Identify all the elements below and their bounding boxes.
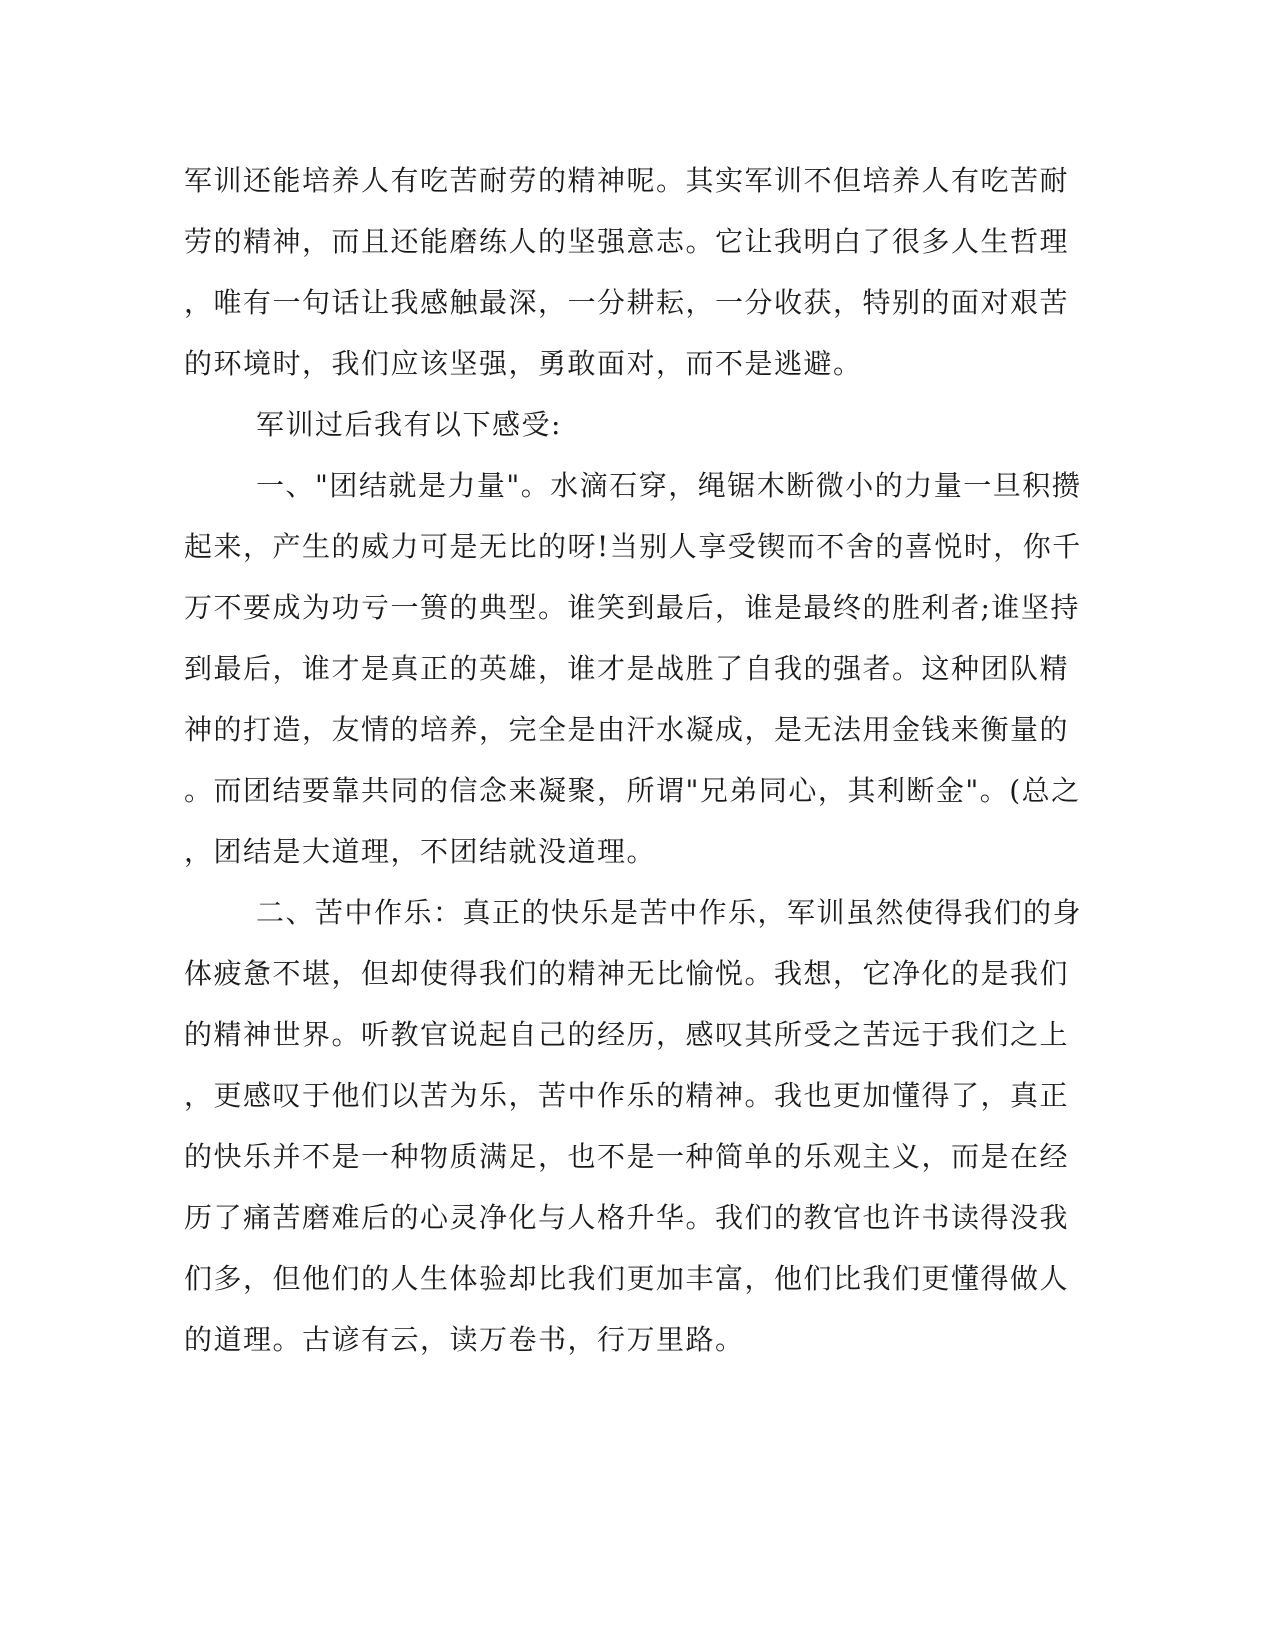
text-line: 到最后，谁才是真正的英雄，谁才是战胜了自我的强者。这种团队精 [184,652,1070,685]
text-line: ，团结是大道理，不团结就没道理。 [184,835,657,868]
text-line: 。而团结要靠共同的信念来凝聚，所谓"兄弟同心，其利断金"。(总之 [184,774,1081,807]
text-line: 劳的精神，而且还能磨练人的坚强意志。它让我明白了很多人生哲理 [184,225,1070,258]
text-line: 军训还能培养人有吃苦耐劳的精神呢。其实军训不但培养人有吃苦耐 [184,164,1070,197]
text-line: 历了痛苦磨难后的心灵净化与人格升华。我们的教官也许书读得没我 [184,1201,1070,1234]
text-line: 的快乐并不是一种物质满足，也不是一种简单的乐观主义，而是在经 [184,1140,1070,1173]
text-line: 起来，产生的威力可是无比的呀!当别人享受锲而不舍的喜悦时，你千 [184,530,1082,563]
text-line: 的环境时，我们应该坚强，勇敢面对，而不是逃避。 [184,347,863,380]
text-line: 一、"团结就是力量"。水滴石穿，绳锯木断微小的力量一旦积攒 [256,469,1082,502]
text-line: ，唯有一句话让我感触最深，一分耕耘，一分收获，特别的面对艰苦 [184,286,1070,319]
text-line: 体疲惫不堪，但却使得我们的精神无比愉悦。我想，它净化的是我们 [184,957,1070,990]
text-line: 神的打造，友情的培养，完全是由汗水凝成，是无法用金钱来衡量的 [184,713,1070,746]
text-line: 的道理。古谚有云，读万卷书，行万里路。 [184,1323,745,1356]
text-line: 们多，但他们的人生体验却比我们更加丰富，他们比我们更懂得做人 [184,1262,1070,1295]
text-line: 万不要成为功亏一篑的典型。谁笑到最后，谁是最终的胜利者;谁坚持 [184,591,1080,624]
document-body [184,150,1083,1370]
text-line: 二、苦中作乐：真正的快乐是苦中作乐，军训虽然使得我们的身 [256,896,1083,929]
text-line: 的精神世界。听教官说起自己的经历，感叹其所受之苦远于我们之上 [184,1018,1070,1051]
text-line: ，更感叹于他们以苦为乐，苦中作乐的精神。我也更加懂得了，真正 [184,1079,1070,1112]
paragraph-heading: 军训过后我有以下感受: [256,408,562,441]
